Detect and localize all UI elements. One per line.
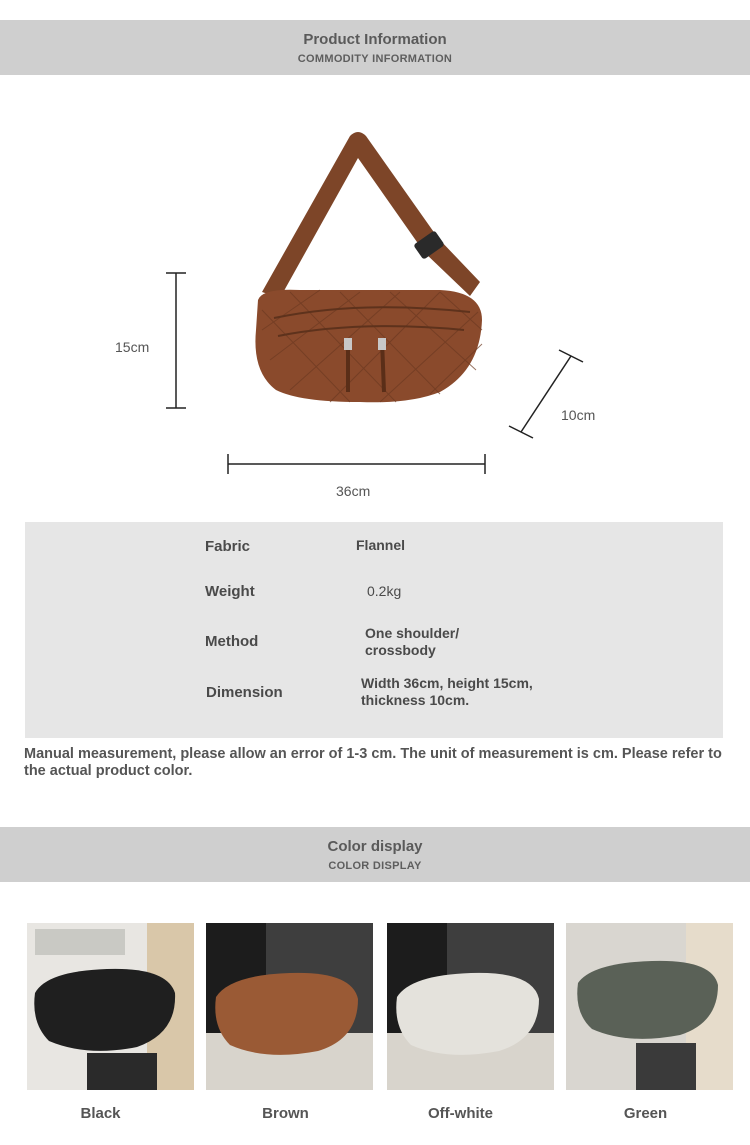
height-label: 15cm	[115, 339, 150, 355]
color-display-title: Color display	[327, 838, 423, 855]
spec-label-dimension: Dimension	[206, 684, 283, 701]
swatch-off-white[interactable]	[387, 923, 554, 1090]
product-info-title: Product Information	[303, 31, 447, 48]
swatch-brown[interactable]	[206, 923, 373, 1090]
color-label-green: Green	[623, 1105, 668, 1122]
color-display-subtitle: COLOR DISPLAY	[328, 860, 422, 872]
color-label-off-white: Off-white	[428, 1105, 493, 1122]
product-info-subtitle: COMMODITY INFORMATION	[297, 53, 453, 65]
spec-value-fabric: Flannel	[356, 537, 406, 553]
bag-black	[34, 969, 175, 1051]
spec-value-method: One shoulder/ crossbody	[365, 625, 460, 658]
spec-label-method: Method	[205, 633, 259, 650]
thickness-dimension-line	[509, 350, 583, 438]
swatch-black[interactable]	[27, 923, 194, 1090]
spec-label-fabric: Fabric	[205, 538, 251, 555]
spec-table	[25, 522, 723, 738]
spec-label-weight: Weight	[205, 583, 255, 600]
color-label-brown: Brown	[262, 1105, 309, 1122]
spec-value-dimension: Width 36cm, height 15cm, thickness 10cm.	[361, 675, 533, 708]
product-image	[0, 110, 750, 510]
color-display-header	[0, 827, 750, 882]
width-dimension-line	[228, 454, 485, 474]
measurement-note: Manual measurement, please allow an error of 1-3 cm. The unit of measurement is cm. Please refer to the actual product color.	[24, 746, 722, 779]
thickness-label: 10cm	[561, 407, 596, 423]
color-label-black: Black	[80, 1105, 121, 1122]
product-info-header	[0, 20, 750, 75]
spec-value-weight: 0.2kg	[367, 583, 402, 599]
bag-green	[577, 961, 718, 1039]
swatch-green[interactable]	[566, 923, 733, 1090]
bag-strap	[262, 132, 480, 298]
height-dimension-line	[166, 273, 186, 408]
width-label: 36cm	[336, 483, 371, 499]
